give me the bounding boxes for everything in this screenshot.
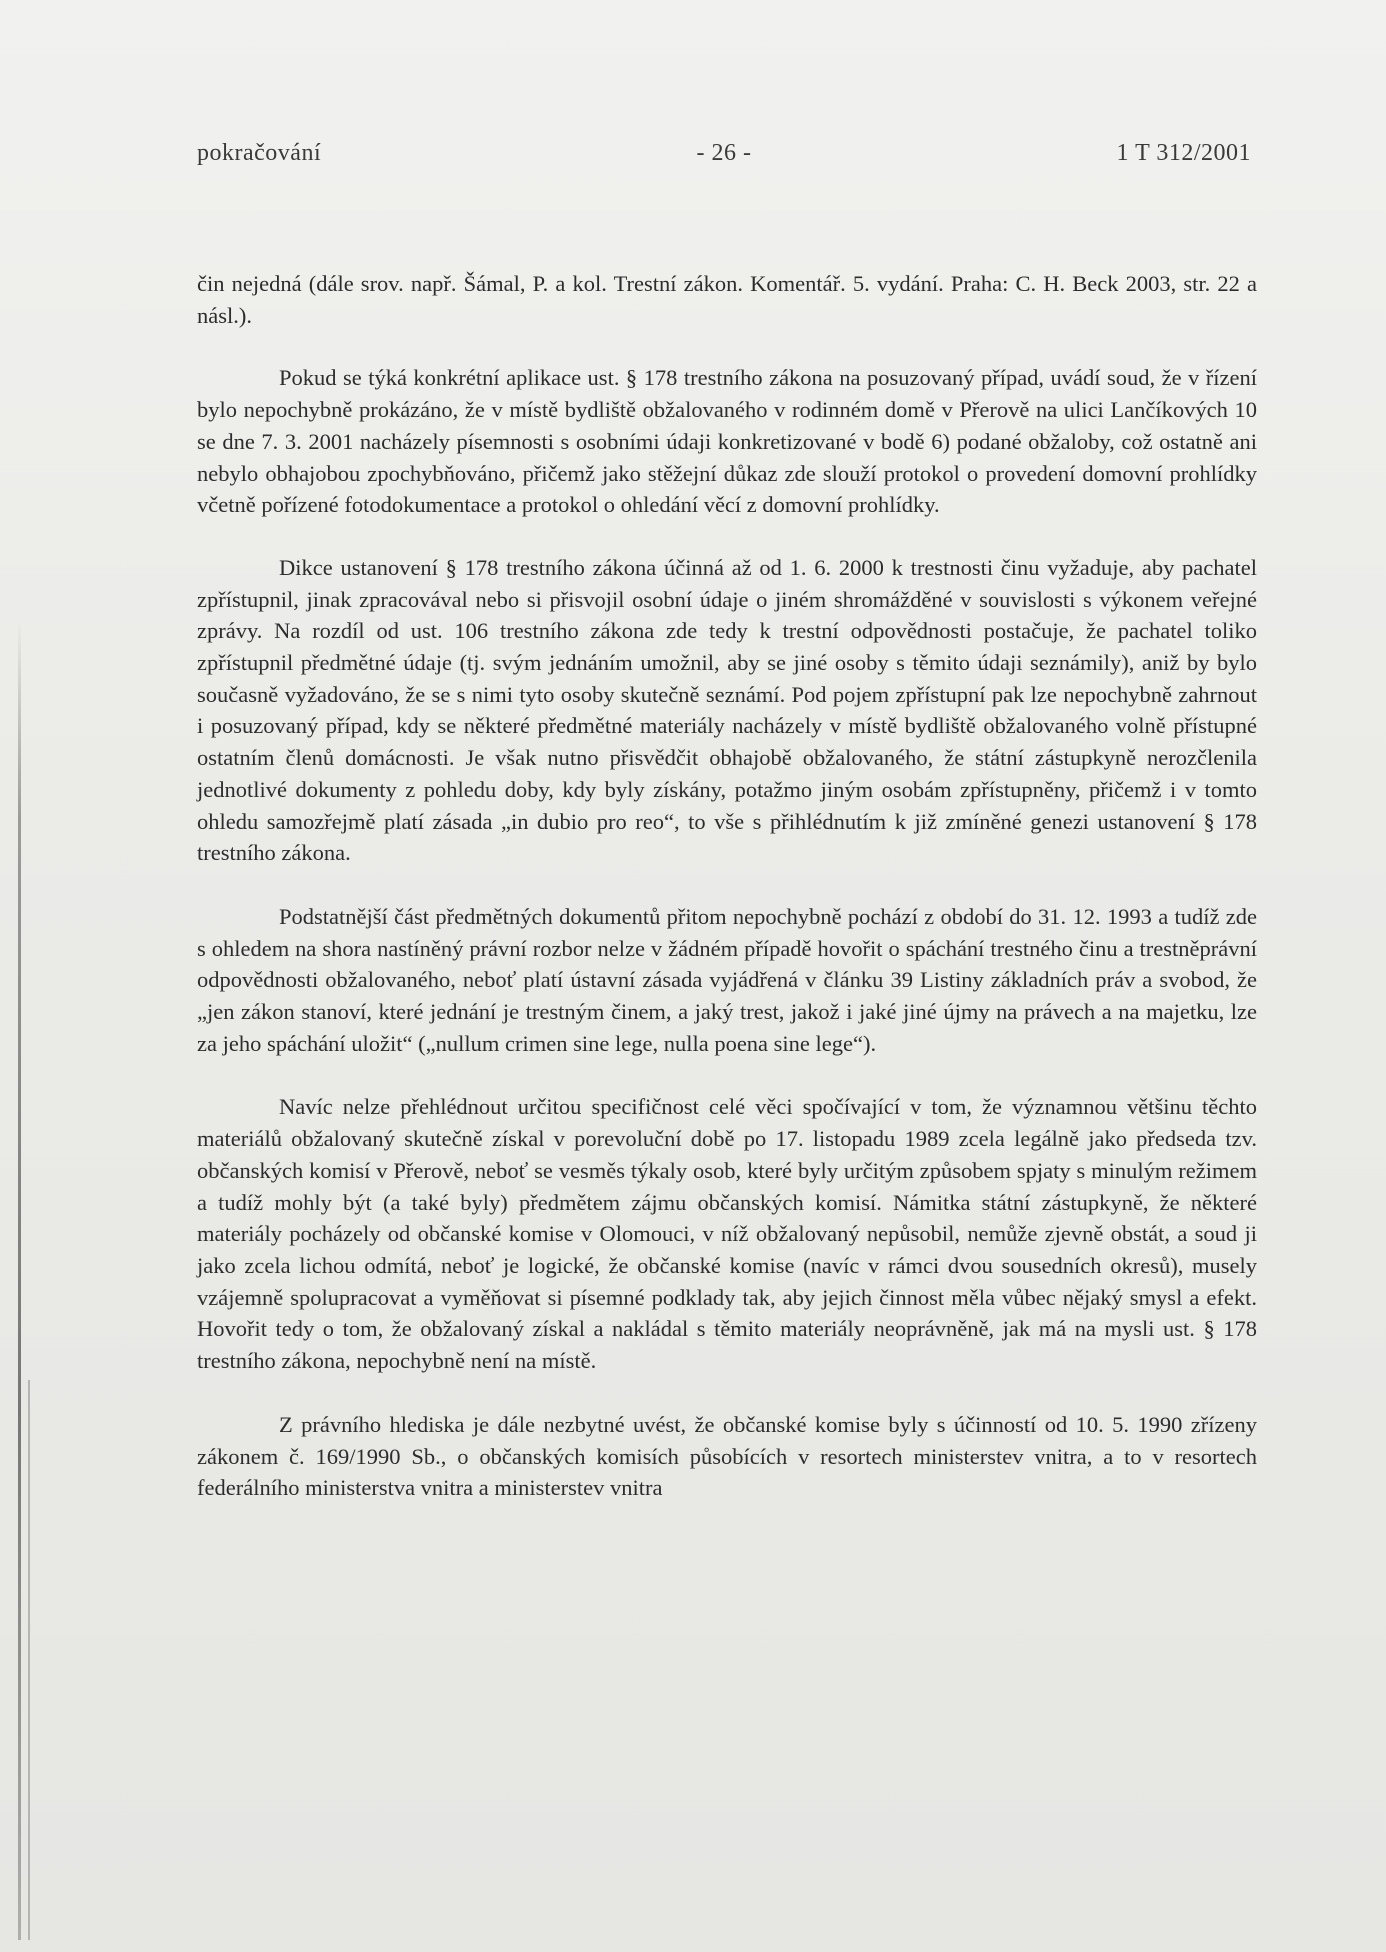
paragraph-5: Navíc nelze přehlédnout určitou specifičnost celé věci spočívající v tom, že významnou většinu těchto materiálů obžalovaný skutečně získal v porevoluční době po 17. listopadu 1989 zcela legálně jako předseda tzv. občanských komisí v Přerově, neboť se vesměs týkaly osob, které byly určitým způsobem spjaty s minulým režimem a tudíž mohly být (a také byly) předmětem zájmu občanských komisí. Námitka státní zástupkyně, že některé materiály pocházely od občanské komise v Olomouci, v níž obžalovaný nepůsobil, nemůže zjevně obstát, a soud ji jako zcela lichou odmítá, neboť je logické, že občanské komise (navíc v rámci dvou sousedních okresů), musely vzájemně spolupracovat a vyměňovat si písemné podklady tak, aby jejich činnost měla vůbec nějaký smysl a efekt. Hovořit tedy o tom, že obžalovaný získal a nakládal s těmito materiály neoprávněně, jak má na mysli ust. § 178 trestního zákona, nepochybně není na místě. [197, 1094, 1257, 1374]
page-binding-edge-inner [28, 1380, 30, 1940]
paragraph-1: čin nejedná (dále srov. např. Šámal, P. a kol. Trestní zákon. Komentář. 5. vydání. Praha: C. H. Beck 2003, str. 22 a násl.). [197, 271, 1257, 328]
page-number: - 26 - [696, 140, 752, 166]
paragraph-4: Podstatnější část předmětných dokumentů přitom nepochybně pochází z období do 31. 12. 1993 a tudíž zde s ohledem na shora nastíněný právní rozbor nelze v žádném případě hovořit o spáchání trestného činu a trestněprávní odpovědnosti obžalovaného, neboť platí ústavní zásada vyjádřená v článku 39 Listiny základních práv a svobod, že „jen zákon stanoví, které jednání je trestným činem, a jaký trest, jakož i jaké jiné újmy na právech a na majetku, lze za jeho spáchání uložit“ („nullum crimen sine lege, nulla poena sine lege“). [197, 903, 1257, 1056]
document-body [197, 268, 1257, 1504]
paragraph-2: Pokud se týká konkrétní aplikace ust. § 178 trestního zákona na posuzovaný případ, uvádí soud, že v řízení bylo nepochybně prokázáno, že v místě bydliště obžalovaného v rodinném domě v Přerově na ulici Lančíkových 10 se dne 7. 3. 2001 nacházely písemnosti s osobními údaji konkretizované v bodě 6) podané obžaloby, což ostatně ani nebylo obhajobou zpochybňováno, přičemž jako stěžejní důkaz zde slouží protokol o provedení domovní prohlídky včetně pořízené fotodokumentace a protokol o ohledání věcí z domovní prohlídky. [197, 365, 1257, 518]
paragraph-6: Z právního hlediska je dále nezbytné uvést, že občanské komise byly s účinností od 10. 5. 1990 zřízeny zákonem č. 169/1990 Sb., o občanských komisích působících v resortech ministerstev vnitra, a to v resortech federálního ministerstva vnitra a ministerstev vnitra [197, 1411, 1257, 1501]
paragraph-3: Dikce ustanovení § 178 trestního zákona účinná až od 1. 6. 2000 k trestnosti činu vyžaduje, aby pachatel zpřístupnil, jinak zpracovával nebo si přisvojil osobní údaje o jiném shromážděné v souvislosti s výkonem veřejné zprávy. Na rozdíl od ust. 106 trestního zákona zde tedy k trestní odpovědnosti postačuje, že pachatel toliko zpřístupnil předmětné údaje (tj. svým jednáním umožnil, aby se jiné osoby s těmito údaji seznámily), aniž by bylo současně vyžadováno, že se s nimi tyto osoby skutečně seznámí. Pod pojem zpřístupní pak lze nepochybně zahrnout i posuzovaný případ, kdy se některé předmětné materiály nacházely v místě bydliště obžalovaného volně přístupné ostatním členů domácnosti. Je však nutno přisvědčit obhajobě obžalovaného, že státní zástupkyně nerozčlenila jednotlivé dokumenty z pohledu doby, kdy byly získány, potažmo jiným osobám zpřístupněny, přičemž i v tomto ohledu samozřejmě platí zásada „in dubio pro reo“, to vše s přihlédnutím k již zmíněné genezi ustanovení § 178 trestního zákona. [197, 554, 1257, 866]
page-header [197, 140, 1251, 170]
case-number: 1 T 312/2001 [1116, 140, 1251, 166]
header-continuation: pokračování [197, 140, 322, 166]
page-binding-edge [18, 620, 21, 1940]
